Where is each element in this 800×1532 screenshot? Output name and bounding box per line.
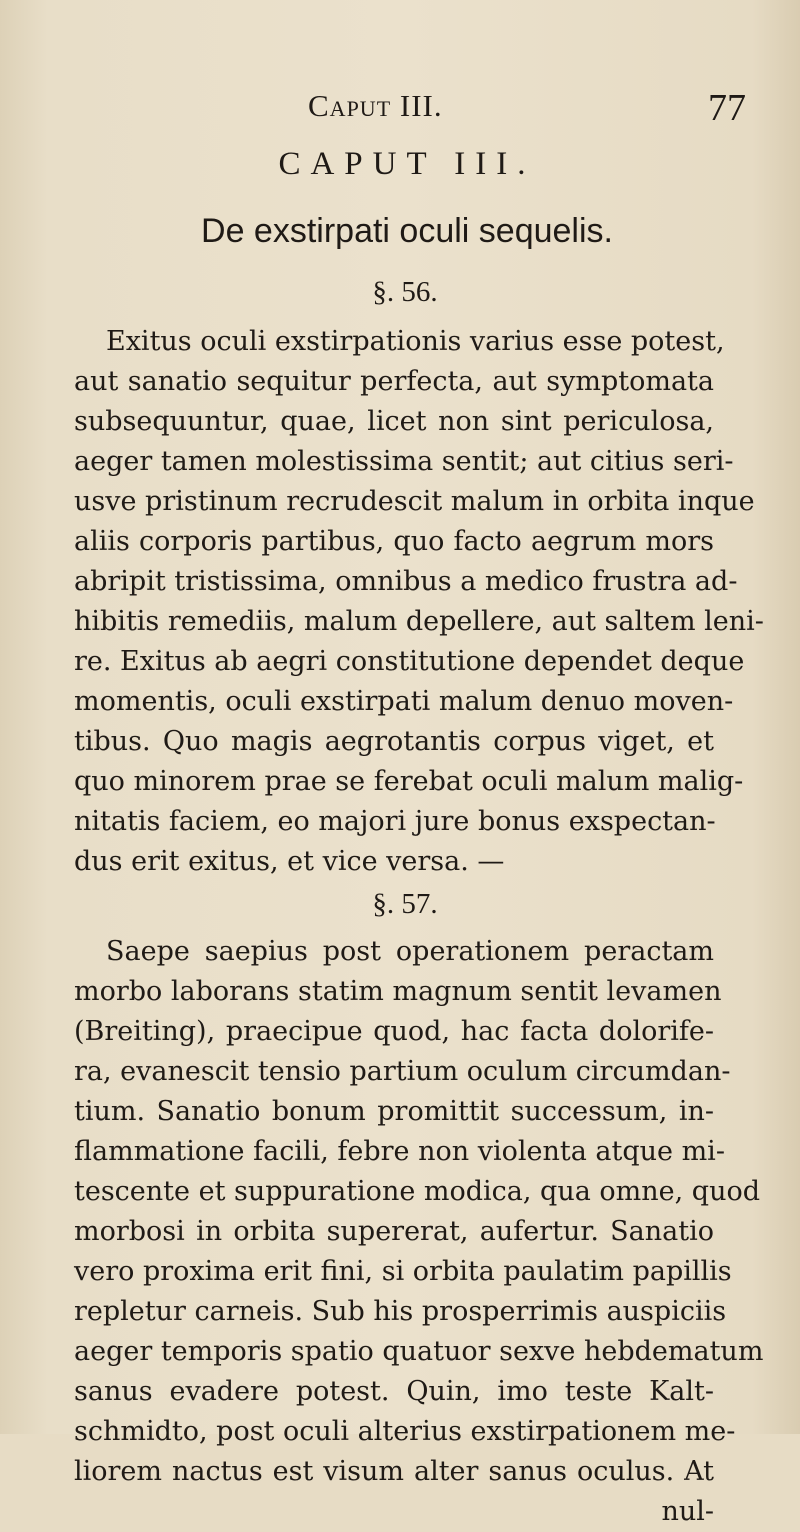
- chapter-title: De exstirpati oculi sequelis.: [201, 212, 613, 250]
- section-number-56: §. 56.: [372, 276, 438, 308]
- paragraph-56: [74, 322, 764, 882]
- text-line: repletur carneis. Sub his prosperrimis auspiciis: [74, 1296, 727, 1327]
- text-line: morbosi in orbita supererat, aufertur. Sanatio: [74, 1216, 714, 1247]
- running-head: Caput III.: [308, 88, 443, 123]
- text-line: tescente et suppuratione modica, qua omne, quod: [74, 1176, 761, 1207]
- text-line: dus erit exitus, et vice versa. —: [74, 846, 505, 877]
- text-line: vero proxima erit fini, si orbita paulatim papillis: [74, 1256, 732, 1287]
- text-line: tibus. Quo magis aegrotantis corpus viget, et: [74, 726, 714, 757]
- text-line: (Breiting), praecipue quod, hac facta dolorife-: [74, 1016, 714, 1047]
- text-line: flammatione facili, febre non violenta atque mi-: [74, 1136, 725, 1167]
- text-line: nitatis faciem, eo majori jure bonus exspectan-: [74, 806, 716, 837]
- text-line: subsequuntur, quae, licet non sint periculosa,: [74, 406, 714, 437]
- text-line: Saepe saepius post operationem peractam: [106, 936, 714, 967]
- text-line: abripit tristissima, omnibus a medico frustra ad-: [74, 566, 738, 597]
- catchword: nul-: [661, 1496, 714, 1527]
- text-line: hibitis remediis, malum depellere, aut saltem leni-: [74, 606, 764, 637]
- text-line: aeger tamen molestissima sentit; aut citius seri-: [74, 446, 734, 477]
- text-line: aeger temporis spatio quatuor sexve hebdematum: [74, 1336, 764, 1367]
- text-line: momentis, oculi exstirpati malum denuo moven-: [74, 686, 734, 717]
- text-line: ra, evanescit tensio partium oculum circumdan-: [74, 1056, 731, 1087]
- text-line: usve pristinum recrudescit malum in orbita inque: [74, 486, 755, 517]
- text-line: re. Exitus ab aegri constitutione dependet deque: [74, 646, 745, 677]
- text-line: schmidto, post oculi alterius exstirpationem me-: [74, 1416, 736, 1447]
- section-number-57: §. 57.: [372, 888, 438, 920]
- text-line: aliis corporis partibus, quo facto aegrum mors: [74, 526, 714, 557]
- paragraph-57: [74, 932, 764, 1532]
- text-line: quo minorem prae se ferebat oculi malum malig-: [74, 766, 744, 797]
- text-line: Exitus oculi exstirpationis varius esse potest,: [106, 326, 725, 357]
- text-line: aut sanatio sequitur perfecta, aut symptomata: [74, 366, 714, 397]
- text-line: tium. Sanatio bonum promittit successum, in-: [74, 1096, 714, 1127]
- text-line: sanus evadere potest. Quin, imo teste Kalt-: [74, 1376, 714, 1407]
- text-line: morbo laborans statim magnum sentit levamen: [74, 976, 722, 1007]
- text-line: liorem nactus est visum alter sanus oculus. At: [74, 1456, 714, 1487]
- page-number: 77: [708, 87, 746, 129]
- chapter-heading: CAPUT III.: [278, 146, 536, 182]
